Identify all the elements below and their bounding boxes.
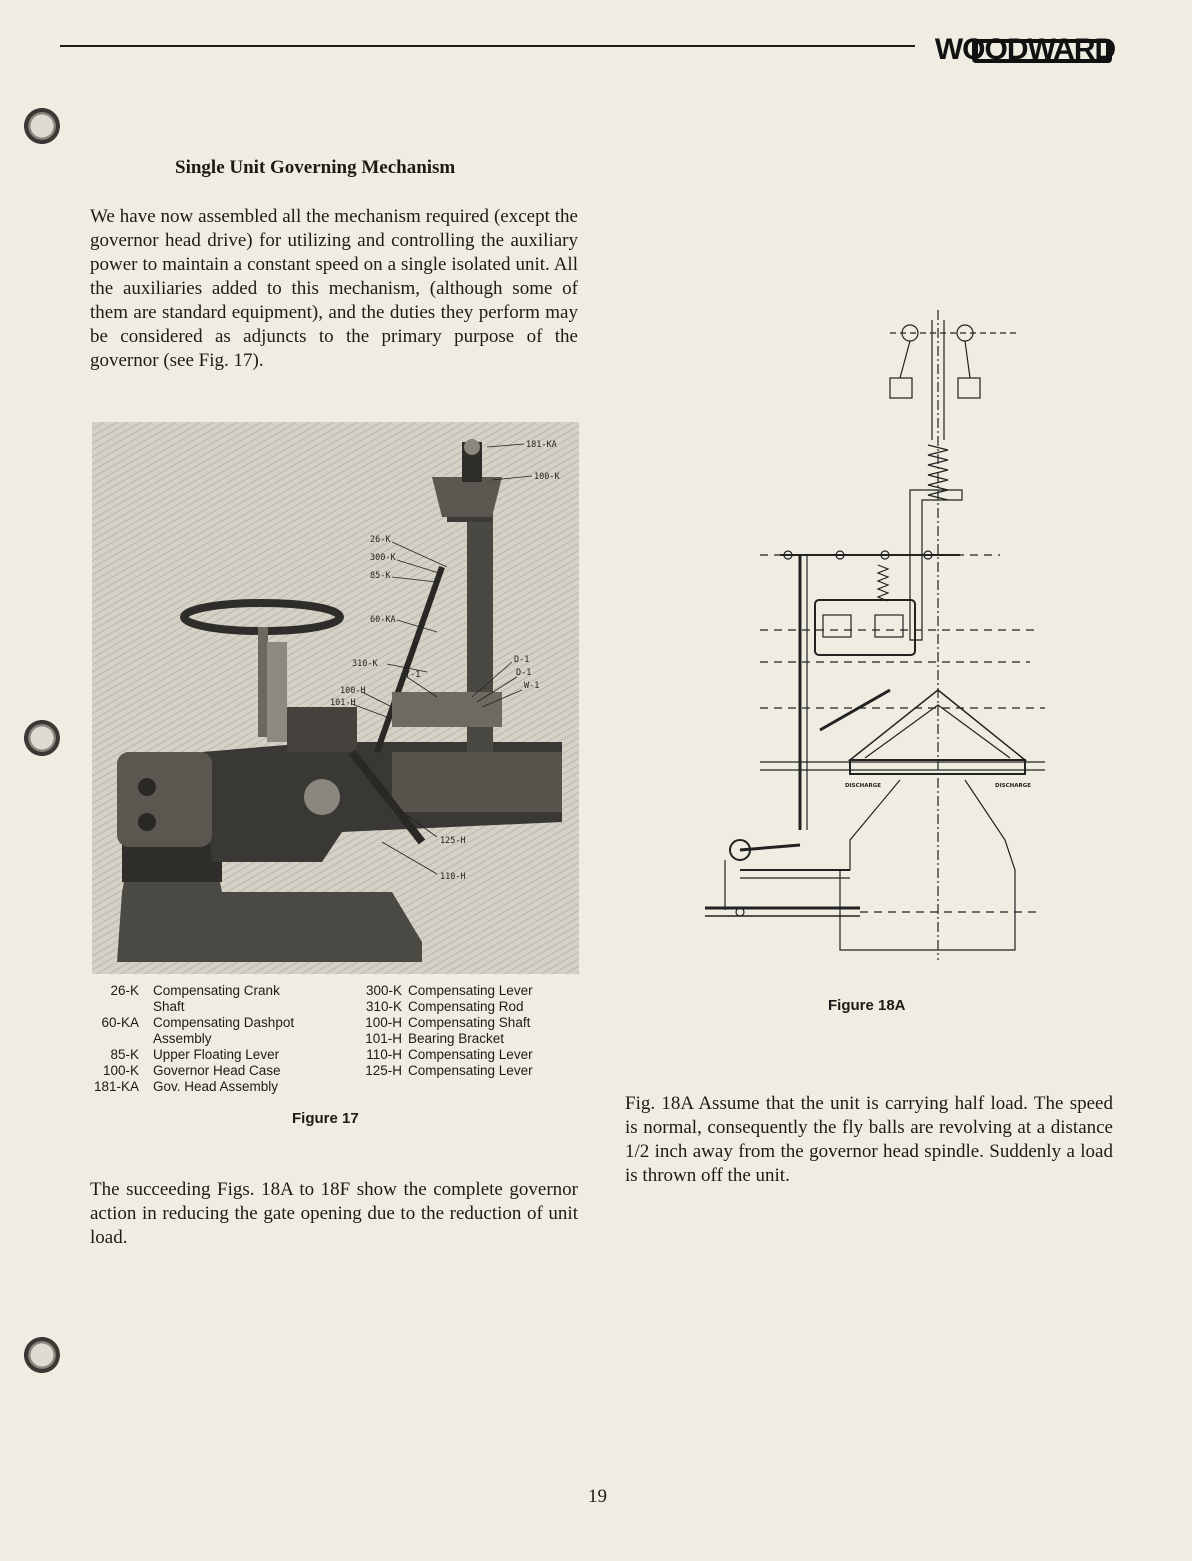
photo-label: 300-K [370, 553, 396, 563]
photo-label: 181-KA [526, 440, 557, 450]
governor-schematic-diagram [700, 300, 1050, 965]
photo-label: 125-H [440, 836, 466, 846]
legend-row: Shaft [153, 999, 185, 1014]
legend-row: 110-H Compensating Lever [366, 1047, 533, 1062]
fig18a-paragraph: Fig. 18A Assume that the unit is carrying half load. The speed is normal, consequently the fly balls are revolving at a distance 1/2 inch away from the governor head spindle. Suddenly a load is thrown off the unit. [625, 1093, 1113, 1186]
photo-label: 85-K [370, 571, 391, 581]
legend-row: 125-H Compensating Lever [365, 1063, 533, 1078]
photo-label: D-1 [516, 668, 532, 678]
governor-photo [92, 422, 579, 974]
diagram-label: DISCHARGE [845, 783, 881, 789]
binder-hole-bottom [20, 1335, 60, 1375]
woodward-logo: WOODWARD [934, 33, 1116, 66]
figure18a-caption: Figure 18A [828, 997, 906, 1014]
header-rule [60, 45, 915, 47]
binder-hole-middle [20, 718, 60, 758]
legend-row: 101-H Bearing Bracket [365, 1031, 505, 1046]
photo-label: 60-KA [370, 615, 396, 625]
figure17-legend-left [90, 983, 294, 1095]
page-number: 19 [588, 1486, 607, 1507]
photo-label: 26-K [370, 535, 391, 545]
photo-label: D-1 [514, 655, 530, 665]
figure17-legend-right [342, 983, 533, 1079]
legend-row: 310-K Compensating Rod [365, 999, 524, 1014]
legend-row: 100-H Compensating Shaft [365, 1015, 531, 1030]
legend-row: Assembly [153, 1031, 212, 1046]
legend-row: 181-KA Gov. Head Assembly [93, 1079, 279, 1094]
legend-row: 26-K Compensating Crank [110, 983, 280, 998]
photo-label: 100-K [534, 472, 560, 482]
legend-row: 300-K Compensating Lever [365, 983, 533, 998]
photo-label: W-1 [524, 681, 540, 691]
legend-row: 100-K Governor Head Case [102, 1063, 281, 1078]
photo-label: 101-H [330, 698, 356, 708]
figure17-caption: Figure 17 [292, 1110, 359, 1127]
photo-label: 310-K [352, 659, 378, 669]
diagram-label: DISCHARGE [995, 783, 1031, 789]
binder-hole-top [20, 106, 60, 146]
photo-label: 110-H [440, 872, 466, 882]
intro-paragraph: We have now assembled all the mechanism required (except the governor head drive) for utilizing and controlling the auxiliary power to maintain a constant speed on a single isolated unit. All the auxiliaries added to this mechanism, (although some of them are standard equipment), and the duties they perform may be considered as adjuncts to the primary purpose of the governor (see Fig. 17). [90, 206, 578, 371]
legend-row: 85-K Upper Floating Lever [110, 1047, 280, 1062]
photo-label: 100-H [340, 686, 366, 696]
photo-label: Y-1 [405, 670, 421, 680]
section-heading: Single Unit Governing Mechanism [175, 157, 456, 178]
legend-row: 60-KA Compensating Dashpot [101, 1015, 295, 1030]
succeeding-figs-paragraph: The succeeding Figs. 18A to 18F show the complete governor action in reducing the gate opening due to the reduction of unit load. [90, 1179, 578, 1248]
